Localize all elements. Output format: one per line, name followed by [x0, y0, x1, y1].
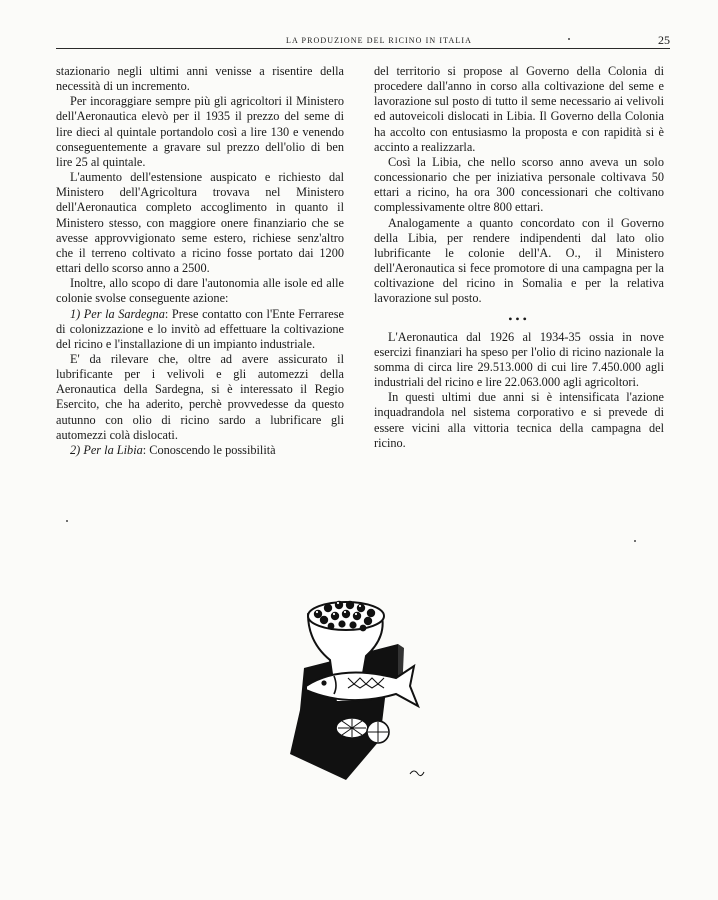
paragraph: stazionario negli ultimi anni venisse a risentire della necessità di un incremento. [56, 64, 344, 94]
paragraph: L'aumento dell'estensione auspicato e richiesto dal Ministero dell'Agricoltura trovava nel Ministero dell'Aeronautica completo accoglimento in quanto il Ministero stesso, con maggiore onere finanziario che se avesse approvvigionato seme estero, richiese senz'altro che il terreno coltivato a ricino fosse portato dai 1200 ettari dello scorso anno a 2500. [56, 170, 344, 276]
paragraph-libia: 2) Per la Libia: Conoscendo le possibilità [70, 442, 276, 457]
ink-speck [634, 540, 636, 542]
paragraph: Inoltre, allo scopo di dare l'autonomia alle isole ed alle colonie svolse conseguente azione: [56, 276, 344, 306]
running-title: LA PRODUZIONE DEL RICINO IN ITALIA [286, 36, 472, 45]
paragraph: E' da rilevare che, oltre ad avere assicurato il lubrificante per i velivoli e gli automezzi della Aeronautica della Sardegna, si è interessato il Regio Esercito, che ha aderito, perchè provvedesse da questo autunno con olio di ricino sardo a lubrificare gli automezzi colà dislocati. [56, 351, 344, 442]
paragraph-sardegna: 1) Per la Sardegna: Prese contatto con l'Ente Ferrarese di colonizzazione e lo invitò ad effettuare la coltivazione del ricino e l'installazione di un impianto industriale. [56, 306, 344, 351]
page-header [56, 34, 670, 52]
right-column [374, 64, 664, 451]
paragraph: Per incoraggiare sempre più gli agricoltori il Ministero dell'Aeronautica elevò per il 1935 il prezzo del seme di lire dieci al quintale portandolo così a lire 130 e venendo conseguentemente a gravare sul prezzo dell'olio di ben lire 25 al quintale. [56, 94, 344, 169]
paragraph: L'Aeronautica dal 1926 al 1934-35 ossia in nove esercizi finanziari ha speso per l'olio di ricino nazionale la somma di circa lire 29.513.000 di cui lire 7.450.000 agli industriali del ricino e lire 22.063.000 agli agricoltori. [374, 329, 664, 390]
section-label: 2) Per la Libia [70, 442, 143, 457]
left-column [56, 64, 344, 458]
page-number: 25 [658, 33, 670, 47]
paragraph: Così la Libia, che nello scorso anno aveva un solo concessionario che per iniziativa personale coltivava 50 ettari a ricino, ha ora 300 concessionari che coltivano complessivamente oltre 800 ettari. [374, 154, 664, 215]
section-label: 1) Per la Sardegna [70, 306, 165, 321]
ink-speck [568, 38, 570, 40]
paragraph: Analogamente a quanto concordato con il Governo della Libia, per rendere indipendenti dal lato olio lubrificante le colonie dell'A. O., il Ministero dell'Aeronautica si fece promotore di una campagna per la coltivazione del ricino in Somalia e per la relativa lavorazione sul posto. [374, 215, 664, 306]
header-rule [56, 48, 670, 49]
ink-speck [66, 520, 68, 522]
paragraph: del territorio si propose al Governo della Colonia di procedere dall'anno in corso alla coltivazione del seme e lavorazione sul posto di tutto il seme necessario ai velivoli ed autoveicoli dislocati in Libia. Il Governo della Colonia ha accolto con entusiasmo la proposta e con rapidità si è accinto a realizzarla. [374, 64, 664, 154]
still-life-illustration [286, 590, 442, 790]
paragraph: In questi ultimi due anni si è intensificata l'azione inquadrandola nel sistema corporativo e si prevede di essere vicini alla vittoria tecnica della campagna del ricino. [374, 390, 664, 450]
section-separator: ••• [508, 311, 530, 326]
